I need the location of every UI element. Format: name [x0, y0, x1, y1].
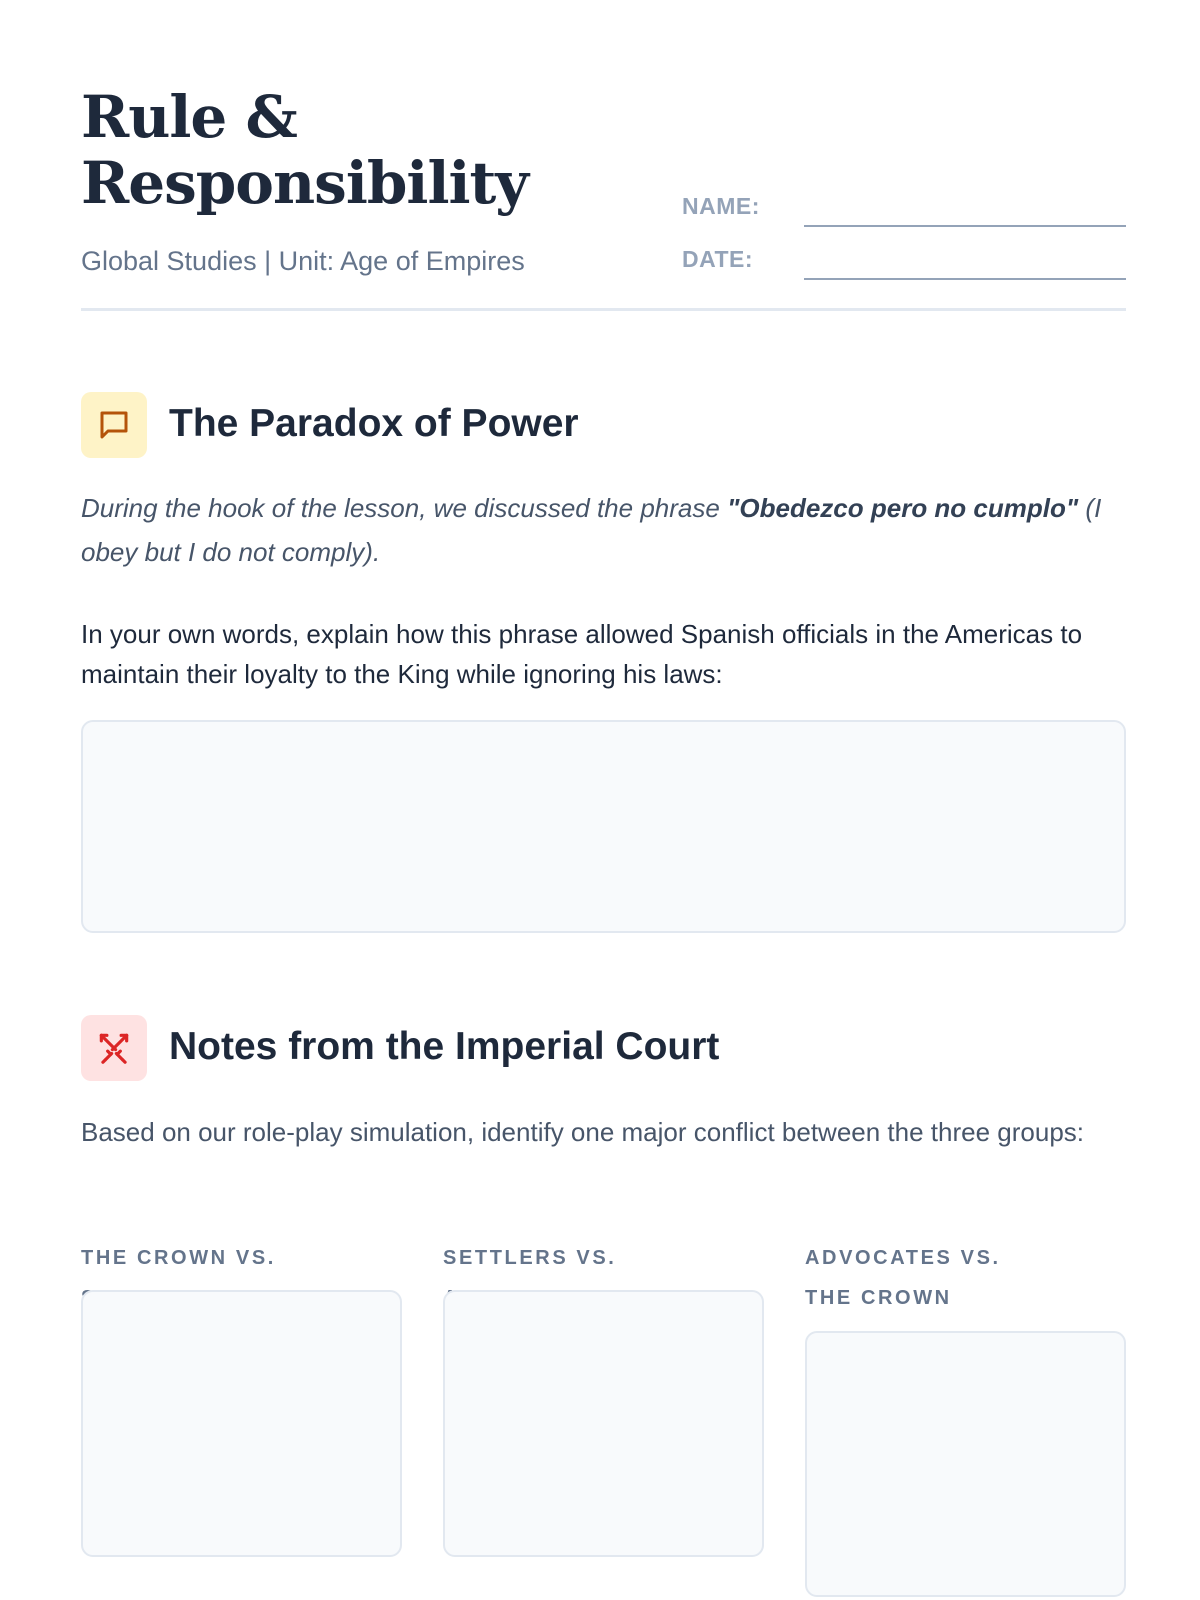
date-label: DATE: [682, 246, 754, 272]
column-label-crown-settlers: THE CROWN VS. [81, 1247, 276, 1269]
paradox-question: In your own words, explain how this phrase allowed Spanish officials in the Americas to maintain their loyalty to the King while ignoring his laws: [81, 619, 1083, 689]
name-field[interactable] [804, 225, 1126, 227]
worksheet-title [81, 84, 621, 216]
header-divider [81, 308, 1126, 311]
section-title-imperial-court: Notes from the Imperial Court [169, 1025, 720, 1068]
column-label-settlers-advocates: SETTLERS VS. [443, 1247, 617, 1269]
conflict-description: Based on our role-play simulation, identify one major conflict between the three groups: [81, 1117, 1085, 1147]
crossed-swords-icon [81, 1015, 147, 1081]
hook-intro-after: (I obey but I do not comply). [81, 493, 1102, 567]
title-line-1: Rule & [81, 83, 297, 151]
paradox-answer-box[interactable] [81, 720, 1126, 933]
date-field[interactable] [804, 278, 1126, 280]
column-label-advocates-crown: ADVOCATES VS. THE CROWN [805, 1247, 1001, 1309]
hook-phrase: "Obedezco pero no cumplo" [727, 493, 1079, 523]
name-label: NAME: [682, 193, 760, 219]
answer-box-advocates-crown[interactable] [805, 1331, 1126, 1597]
hook-intro-before: During the hook of the lesson, we discussed the phrase [81, 493, 728, 523]
speech-bubble-icon [81, 392, 147, 458]
answer-box-settlers-advocates[interactable] [443, 1290, 764, 1557]
answer-box-crown-settlers[interactable] [81, 1290, 402, 1557]
title-line-2: Responsibility [81, 149, 528, 217]
hook-intro-text [81, 486, 1126, 574]
course-subtitle: Global Studies | Unit: Age of Empires [81, 246, 525, 276]
section-title-paradox: The Paradox of Power [169, 402, 579, 445]
